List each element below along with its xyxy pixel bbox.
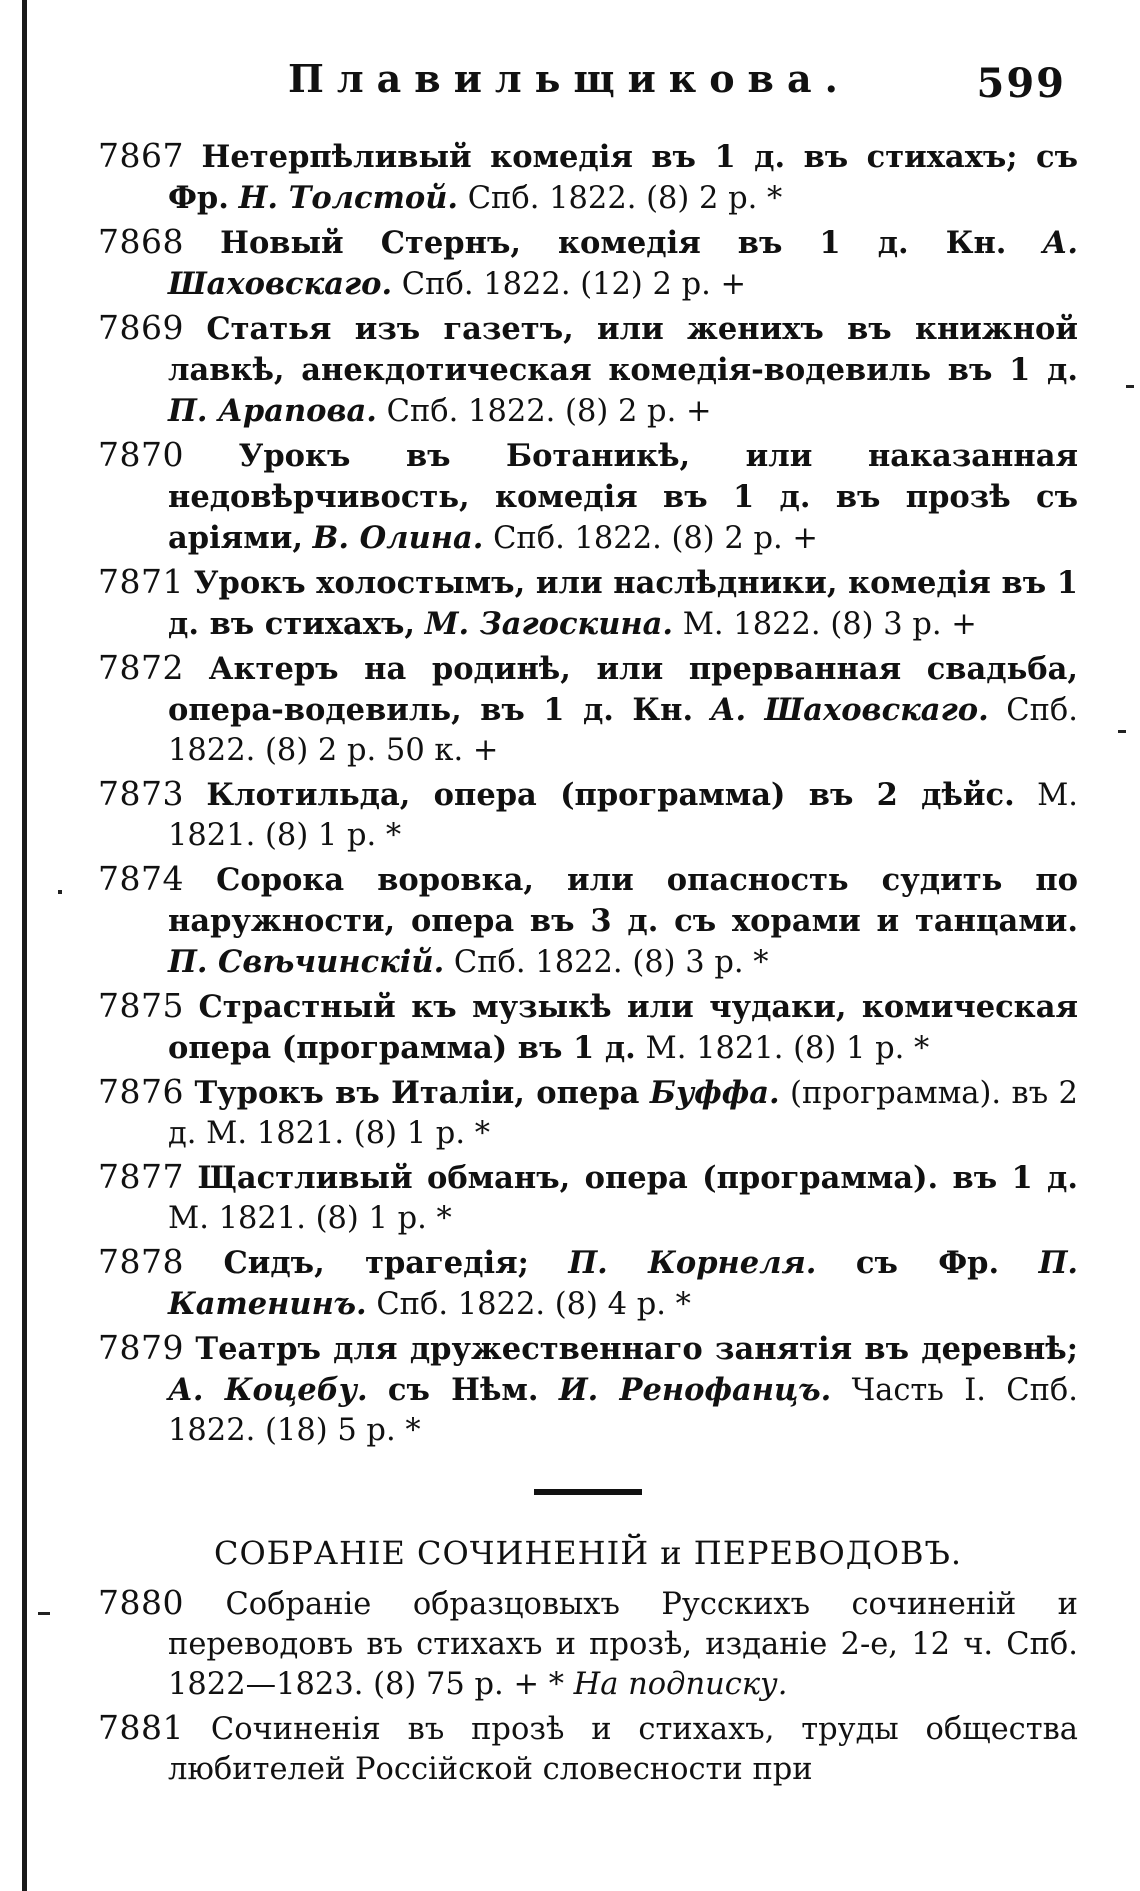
section-heading: СОБРАНІЕ СОЧИНЕНІЙ и ПЕРЕВОДОВЪ. — [213, 1534, 963, 1572]
entry-details: Спб. 1822. (8) 2 р. + — [386, 394, 712, 429]
entry-number: 7880 — [98, 1583, 184, 1622]
catalog-entry — [98, 222, 1078, 305]
entry-author: Н. Толстой. — [238, 180, 458, 216]
book-page — [98, 56, 1078, 1793]
page-number: 599 — [976, 60, 1066, 107]
entry-title: Новый Стернъ, комедія въ 1 д. Кн. — [220, 225, 1007, 261]
entry-title: Клотильда, опера (программа) въ 2 дѣйс. — [206, 777, 1015, 813]
entry-number: 7868 — [98, 222, 184, 261]
entry-title: Собраніе образцовыхъ Русскихъ сочиненій и переводовъ въ стихахъ и прозѣ, изданіе 2-е, 12 ч. — [168, 1587, 1078, 1662]
catalog-entry — [98, 1583, 1078, 1705]
entry-title: Урокъ въ Ботаникѣ, или наказанная недовѣрчивость, комедія въ 1 д. въ прозѣ съ аріями, — [168, 438, 1078, 556]
entry-title: Театръ для дружественнаго занятія въ деревнѣ; — [195, 1331, 1078, 1367]
entry-author: П. Арапова. — [168, 393, 377, 429]
entry-title: Статья изъ газетъ, или женихъ въ книжной лавкѣ, анекдотическая комедія-водевиль въ 1 д. — [168, 311, 1078, 388]
section-entry-list — [98, 1583, 1078, 1790]
entry-details: М. 1822. (8) 3 р. + — [682, 607, 977, 642]
entry-details: Спб. 1822. (8) 3 р. * — [453, 945, 769, 980]
entry-title: Нетерпѣливый комедія въ 1 д. въ стихахъ; съ Фр. — [168, 139, 1078, 216]
entry-number: 7881 — [98, 1708, 184, 1747]
entry-translation-note: съ Фр. — [855, 1245, 1000, 1281]
margin-mark — [1118, 730, 1126, 733]
entry-title: Сидъ, трагедія; — [223, 1245, 529, 1281]
entry-author: В. Олина. — [312, 520, 484, 556]
entry-title: Сочиненія въ прозѣ и стихахъ, труды общества любителей Россійской словесности при — [168, 1712, 1078, 1787]
catalog-entry — [98, 986, 1078, 1069]
catalog-entry — [98, 562, 1078, 645]
margin-mark — [38, 1612, 50, 1615]
entry-list — [98, 136, 1078, 1451]
catalog-entry — [98, 1072, 1078, 1154]
catalog-entry — [98, 1157, 1078, 1239]
entry-details: Спб. 1822. (12) 2 р. + — [401, 267, 747, 302]
entry-details: Спб. 1822. (8) 2 р. 50 к. + — [168, 693, 1078, 768]
entry-details: М. 1821. (8) 1 р. * — [168, 778, 1078, 853]
catalog-entry — [98, 136, 1078, 219]
entry-details: Спб. 1822. (8) 2 р. * — [467, 181, 783, 216]
entry-title: Урокъ холостымъ, или наслѣдники, комедія въ 1 д. въ стихахъ, — [168, 565, 1079, 642]
entry-author: А. Коцебу. — [168, 1372, 368, 1408]
page-header — [98, 56, 1078, 136]
entry-details: М. 1821. (8) 1 р. * — [168, 1201, 452, 1236]
catalog-entry — [98, 1328, 1078, 1451]
entry-number: 7871 — [98, 562, 184, 601]
entry-title: Актеръ на родинѣ, или прерванная свадьба, опера-водевиль, въ 1 д. Кн. — [168, 651, 1078, 728]
entry-number: 7870 — [98, 435, 184, 474]
entry-number: 7873 — [98, 774, 184, 813]
entry-number: 7867 — [98, 136, 184, 175]
catalog-entry — [98, 859, 1078, 983]
catalog-entry — [98, 308, 1078, 432]
entry-translation-note: съ Нѣм. — [387, 1372, 539, 1408]
entry-translator: П. Катенинъ. — [168, 1245, 1079, 1322]
catalog-entry — [98, 648, 1078, 771]
entry-title: Щастливый обманъ, опера (программа). въ 1 д. — [197, 1160, 1078, 1196]
entry-details: (программа). въ 2 д. М. 1821. (8) 1 р. * — [168, 1076, 1078, 1151]
entry-title: Страстный къ музыкѣ или чудаки, комическая опера (программа) въ 1 д. — [168, 989, 1078, 1066]
entry-details: Спб. 1822. (8) 4 р. * — [376, 1287, 691, 1322]
entry-author: П. Свѣчинскій. — [168, 944, 445, 980]
entry-title: Сорока воровка, или опасность судить по наружности, опера въ 3 д. съ хорами и танцами. — [168, 862, 1078, 939]
catalog-entry — [98, 435, 1078, 559]
entry-number: 7878 — [98, 1242, 184, 1281]
entry-number: 7875 — [98, 986, 184, 1025]
entry-note: На подписку. — [573, 1667, 788, 1702]
entry-number: 7877 — [98, 1157, 184, 1196]
running-title: Плавильщикова. — [288, 56, 851, 101]
entry-details: Спб. 1822—1823. (8) 75 р. + * — [168, 1627, 1078, 1702]
entry-author: А. Шаховскаго. — [710, 692, 989, 728]
entry-number: 7876 — [98, 1072, 184, 1111]
margin-mark — [1126, 385, 1134, 388]
section-divider — [534, 1489, 642, 1495]
entry-number: 7874 — [98, 859, 184, 898]
entry-number: 7879 — [98, 1328, 184, 1367]
entry-details: Спб. 1822. (8) 2 р. + — [493, 521, 818, 556]
entry-number: 7869 — [98, 308, 184, 347]
entry-author: Буффа. — [649, 1075, 780, 1111]
margin-mark — [58, 890, 62, 894]
entry-details: Часть I. Спб. 1822. (18) 5 р. * — [168, 1373, 1078, 1448]
entry-translator: И. Ренофанцъ. — [558, 1372, 832, 1408]
entry-details: М. 1821. (8) 1 р. * — [645, 1031, 930, 1066]
page-edge-rule — [22, 0, 27, 1891]
entry-author: М. Загоскина. — [424, 606, 673, 642]
catalog-entry — [98, 1242, 1078, 1325]
entry-title: Турокъ въ Италіи, опера — [194, 1075, 640, 1111]
catalog-entry — [98, 1708, 1078, 1790]
entry-author: А. Шаховскаго. — [168, 225, 1078, 302]
catalog-entry — [98, 774, 1078, 856]
entry-author: П. Корнеля. — [568, 1245, 817, 1281]
entry-number: 7872 — [98, 648, 184, 687]
